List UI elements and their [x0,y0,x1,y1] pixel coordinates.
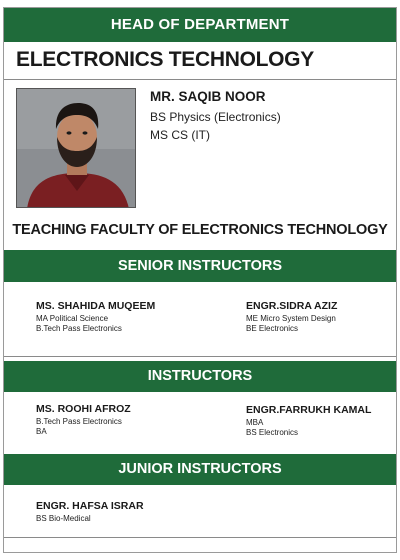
member-name: ENGR.FARRUKH KAMAL [246,404,372,416]
member-name: ENGR. HAFSA ISRAR [36,500,144,512]
section-title: INSTRUCTORS [147,368,253,384]
member-qualification: BE Electronics [246,324,299,333]
faculty-member [36,500,144,523]
hod-photo [16,88,136,208]
member-name: ENGR.SIDRA AZIZ [246,300,338,312]
hod-portrait-image [17,89,136,208]
faculty-member [246,300,337,333]
hod-header-title: HEAD OF DEPARTMENT [110,16,290,33]
section-title: JUNIOR INSTRUCTORS [118,461,282,477]
hod-qualification: BS Physics (Electronics) [150,110,281,124]
member-qualification: BS Bio-Medical [36,514,91,523]
member-qualification: BA [36,427,47,436]
senior-instructors-band [4,250,396,282]
faculty-title: TEACHING FACULTY OF ELECTRONICS TECHNOLOGY [12,222,388,238]
divider [4,79,396,80]
faculty-member [246,404,371,437]
hod-name: MR. SAQIB NOOR [150,89,266,104]
member-name: MS. ROOHI AFROZ [36,403,131,415]
member-name: MS. SHAHIDA MUQEEM [36,300,156,312]
hod-header-band [4,8,396,42]
member-qualification: MBA [246,418,264,427]
junior-instructors-band [4,454,396,485]
faculty-member [36,300,155,333]
hod-qualification: MS CS (IT) [150,128,210,142]
member-qualification: ME Micro System Design [246,314,336,323]
divider [4,356,396,357]
instructors-band [4,361,396,392]
member-qualification: B.Tech Pass Electronics [36,324,122,333]
section-title: SENIOR INSTRUCTORS [117,258,283,274]
member-qualification: MA Political Science [36,314,109,323]
member-qualification: BS Electronics [246,428,299,437]
department-title: ELECTRONICS TECHNOLOGY [16,48,314,71]
faculty-member [36,403,131,436]
member-qualification: B.Tech Pass Electronics [36,417,122,426]
divider [4,537,396,538]
